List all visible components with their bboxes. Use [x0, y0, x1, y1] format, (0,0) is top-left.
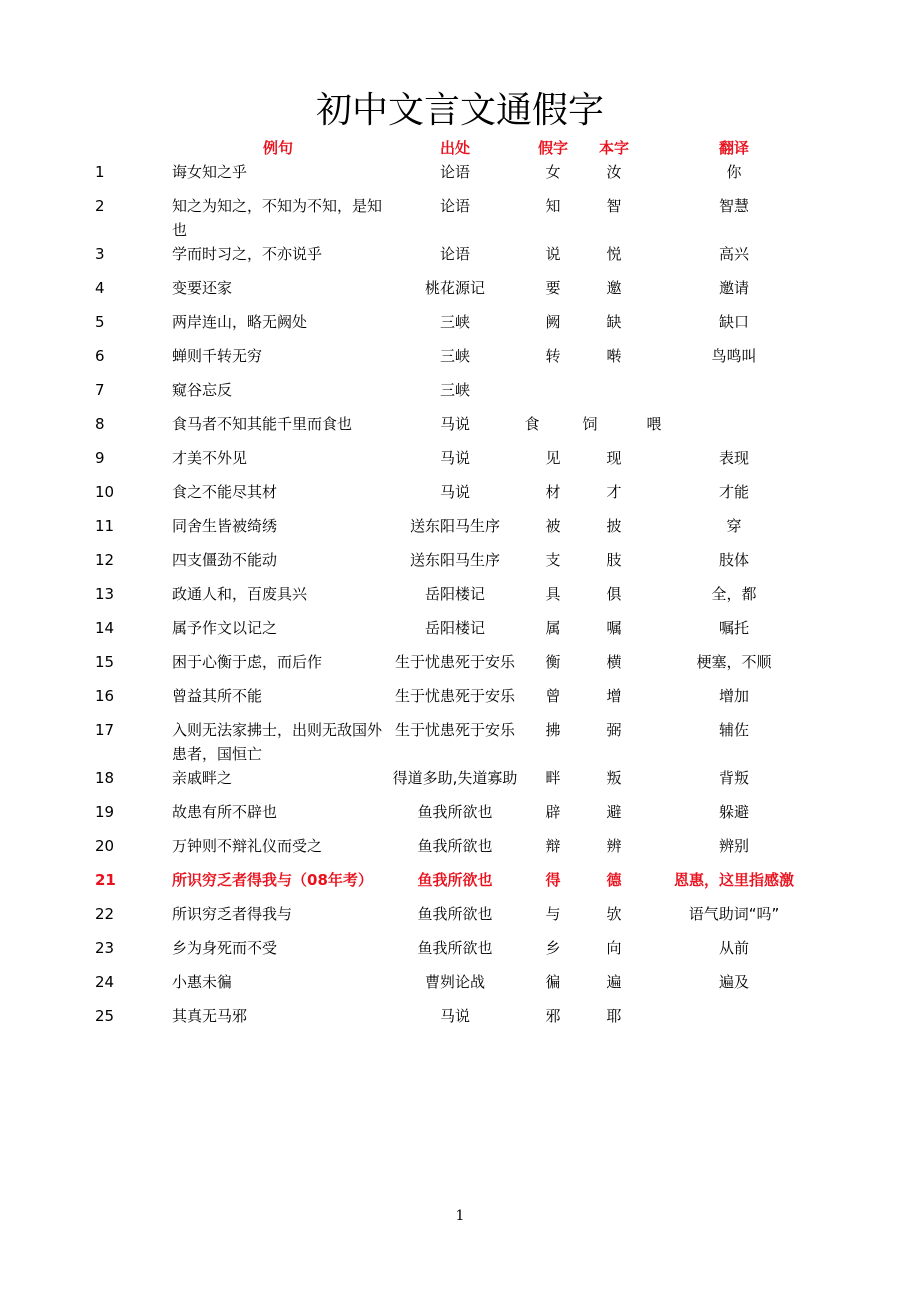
row-example: 食马者不知其能千里而食也: [172, 415, 353, 433]
row-jia: 具: [545, 585, 561, 603]
row-ben: 俱: [606, 585, 622, 603]
row-translation: 遍及: [718, 973, 750, 991]
row-translation: 语气助词“吗”: [688, 905, 780, 923]
row-jia: 曾: [545, 687, 561, 705]
row-ben: 缺: [606, 313, 622, 331]
row-number: 4: [95, 279, 105, 297]
row-ben: 横: [606, 653, 622, 671]
row-translation: 穿: [726, 517, 742, 535]
header-source: 出处: [439, 139, 471, 157]
row-example: 窥谷忘反: [172, 381, 233, 399]
row-ben: 避: [606, 803, 622, 821]
row-jia: 畔: [545, 769, 561, 787]
row-source: 鱼我所欲也: [417, 905, 493, 923]
row-source: 三峡: [439, 381, 471, 399]
row-source: 鱼我所欲也: [417, 871, 493, 889]
row-ben: 弼: [606, 721, 622, 739]
row-jia: 转: [545, 347, 561, 365]
row-jia: 女: [545, 163, 561, 181]
row-ben: 披: [606, 517, 622, 535]
row-translation: 才能: [718, 483, 750, 501]
row-source: 鱼我所欲也: [417, 939, 493, 957]
row-source: 马说: [439, 449, 471, 467]
row-number: 14: [95, 619, 115, 637]
page-number: 1: [455, 1208, 465, 1224]
row-source: 鱼我所欲也: [417, 837, 493, 855]
row-jia: 与: [545, 905, 561, 923]
row-number: 2: [95, 197, 105, 215]
row-ben: 悦: [606, 245, 622, 263]
row-source: 马说: [439, 1007, 471, 1025]
row-ben: 辨: [606, 837, 622, 855]
row-number: 20: [95, 837, 115, 855]
row-example: 才美不外见: [172, 449, 248, 467]
header-translation: 翻译: [718, 139, 750, 157]
row-number: 19: [95, 803, 115, 821]
row-example: 学而时习之，不亦说乎: [172, 245, 323, 263]
row-ben: 嘱: [606, 619, 622, 637]
row-translation: 鸟鸣叫: [711, 347, 757, 365]
row-example: 小惠未徧: [172, 973, 233, 991]
row-translation: 邀请: [718, 279, 750, 297]
row-jia: 说: [545, 245, 561, 263]
row-example: 故患有所不辟也: [172, 803, 278, 821]
row-number: 3: [95, 245, 105, 263]
row-example: 食之不能尽其材: [172, 483, 278, 501]
row-translation: 辨别: [718, 837, 750, 855]
row-source: 岳阳楼记: [424, 585, 486, 603]
row-source: 马说: [439, 483, 471, 501]
row-jia: 支: [545, 551, 561, 569]
row-translation: 嘱托: [718, 619, 750, 637]
row-example: 知之为知之，不知为不知，是知也: [172, 197, 383, 239]
row-example: 变要还家: [172, 279, 233, 297]
row-number: 21: [95, 871, 116, 889]
row-jia: 邪: [545, 1007, 561, 1025]
row-example: 乡为身死而不受: [172, 939, 278, 957]
header-ben: 本字: [598, 139, 630, 157]
row-number: 17: [95, 721, 115, 739]
header-jia: 假字: [537, 139, 569, 157]
row-ben: 叛: [606, 769, 622, 787]
row-jia: 食: [524, 415, 540, 433]
header-example: 例句: [262, 139, 294, 157]
row-ben: 增: [606, 687, 622, 705]
row-ben: 耶: [606, 1007, 622, 1025]
row-number: 25: [95, 1007, 115, 1025]
row-source: 生于忧患死于安乐: [394, 653, 516, 671]
page-title: 初中文言文通假字: [315, 90, 604, 131]
row-number: 24: [95, 973, 115, 991]
row-example: 两岸连山，略无阙处: [172, 313, 308, 331]
row-translation: 缺口: [718, 313, 750, 331]
row-jia: 辩: [545, 837, 561, 855]
row-ben: 肢: [606, 551, 622, 569]
row-ben: 饲: [582, 415, 598, 433]
row-source: 论语: [439, 163, 471, 181]
row-ben: 德: [606, 871, 622, 889]
row-example: 政通人和，百废具兴: [172, 585, 308, 603]
row-number: 5: [95, 313, 105, 331]
row-example: 入则无法家拂士，出则无敌国外患者，国恒亡: [172, 721, 383, 763]
row-jia: 得: [545, 871, 561, 889]
row-translation: 增加: [718, 687, 750, 705]
row-example: 所识穷乏者得我与（08年考）: [172, 871, 373, 889]
row-source: 得道多助,失道寡助: [392, 769, 518, 787]
row-number: 12: [95, 551, 115, 569]
row-translation: 全，都: [711, 585, 757, 603]
row-jia: 见: [545, 449, 561, 467]
row-example: 困于心衡于虑，而后作: [172, 653, 323, 671]
row-example: 属予作文以记之: [172, 619, 278, 637]
row-source: 三峡: [439, 313, 471, 331]
row-number: 10: [95, 483, 115, 501]
row-ben: 才: [606, 483, 622, 501]
row-number: 7: [95, 381, 105, 399]
row-translation: 躲避: [718, 803, 750, 821]
row-source: 马说: [439, 415, 471, 433]
row-jia: 徧: [545, 973, 561, 991]
row-source: 鱼我所欲也: [417, 803, 493, 821]
row-source: 生于忧患死于安乐: [394, 721, 516, 739]
row-source: 论语: [439, 245, 471, 263]
row-translation: 你: [726, 163, 742, 181]
row-jia: 属: [545, 619, 561, 637]
row-source: 论语: [439, 197, 471, 215]
row-example: 同舍生皆被绮绣: [172, 517, 278, 535]
row-jia: 阙: [545, 313, 561, 331]
row-translation: 梗塞，不顺: [696, 653, 772, 671]
row-jia: 辟: [545, 803, 561, 821]
row-ben: 汝: [606, 163, 622, 181]
row-example: 诲女知之乎: [172, 163, 248, 181]
row-jia: 材: [545, 483, 561, 501]
row-source: 送东阳马生序: [409, 551, 501, 569]
row-translation: 恩惠，这里指感激: [673, 871, 795, 889]
row-example: 所识穷乏者得我与: [172, 905, 293, 923]
row-ben: 向: [606, 939, 622, 957]
row-example: 亲戚畔之: [172, 769, 233, 787]
row-example: 其真无马邪: [172, 1007, 248, 1025]
row-translation: 肢体: [718, 551, 750, 569]
row-number: 13: [95, 585, 115, 603]
row-number: 15: [95, 653, 115, 671]
row-number: 16: [95, 687, 115, 705]
row-jia: 乡: [545, 939, 561, 957]
row-translation: 智慧: [718, 197, 750, 215]
row-source: 三峡: [439, 347, 471, 365]
row-source: 生于忧患死于安乐: [394, 687, 516, 705]
row-ben: 遍: [606, 973, 622, 991]
row-example: 蝉则千转无穷: [172, 347, 263, 365]
row-ben: 现: [606, 449, 622, 467]
row-source: 曹刿论战: [424, 973, 486, 991]
row-translation: 辅佐: [718, 721, 750, 739]
row-translation: 高兴: [718, 245, 750, 263]
row-source: 送东阳马生序: [409, 517, 501, 535]
row-jia: 拂: [545, 721, 561, 739]
row-jia: 衡: [545, 653, 561, 671]
row-number: 11: [95, 517, 115, 535]
row-number: 22: [95, 905, 115, 923]
row-jia: 被: [545, 517, 561, 535]
row-number: 18: [95, 769, 115, 787]
row-jia: 知: [545, 197, 561, 215]
row-number: 6: [95, 347, 105, 365]
row-translation: 表现: [718, 449, 750, 467]
row-source: 桃花源记: [424, 279, 486, 297]
row-number: 1: [95, 163, 105, 181]
row-example: 曾益其所不能: [172, 687, 263, 705]
row-source: 岳阳楼记: [424, 619, 486, 637]
row-number: 8: [95, 415, 105, 433]
row-jia: 要: [545, 279, 561, 297]
row-ben: 啭: [606, 347, 622, 365]
row-ben: 邀: [606, 279, 622, 297]
row-ben: 欤: [606, 905, 622, 923]
row-example: 四支僵劲不能动: [172, 551, 278, 569]
row-translation: 背叛: [718, 769, 750, 787]
row-example: 万钟则不辩礼仪而受之: [172, 837, 323, 855]
row-translation: 从前: [718, 939, 750, 957]
row-ben: 智: [606, 197, 622, 215]
row-number: 23: [95, 939, 115, 957]
row-number: 9: [95, 449, 105, 467]
row-extra: 喂: [646, 415, 662, 433]
